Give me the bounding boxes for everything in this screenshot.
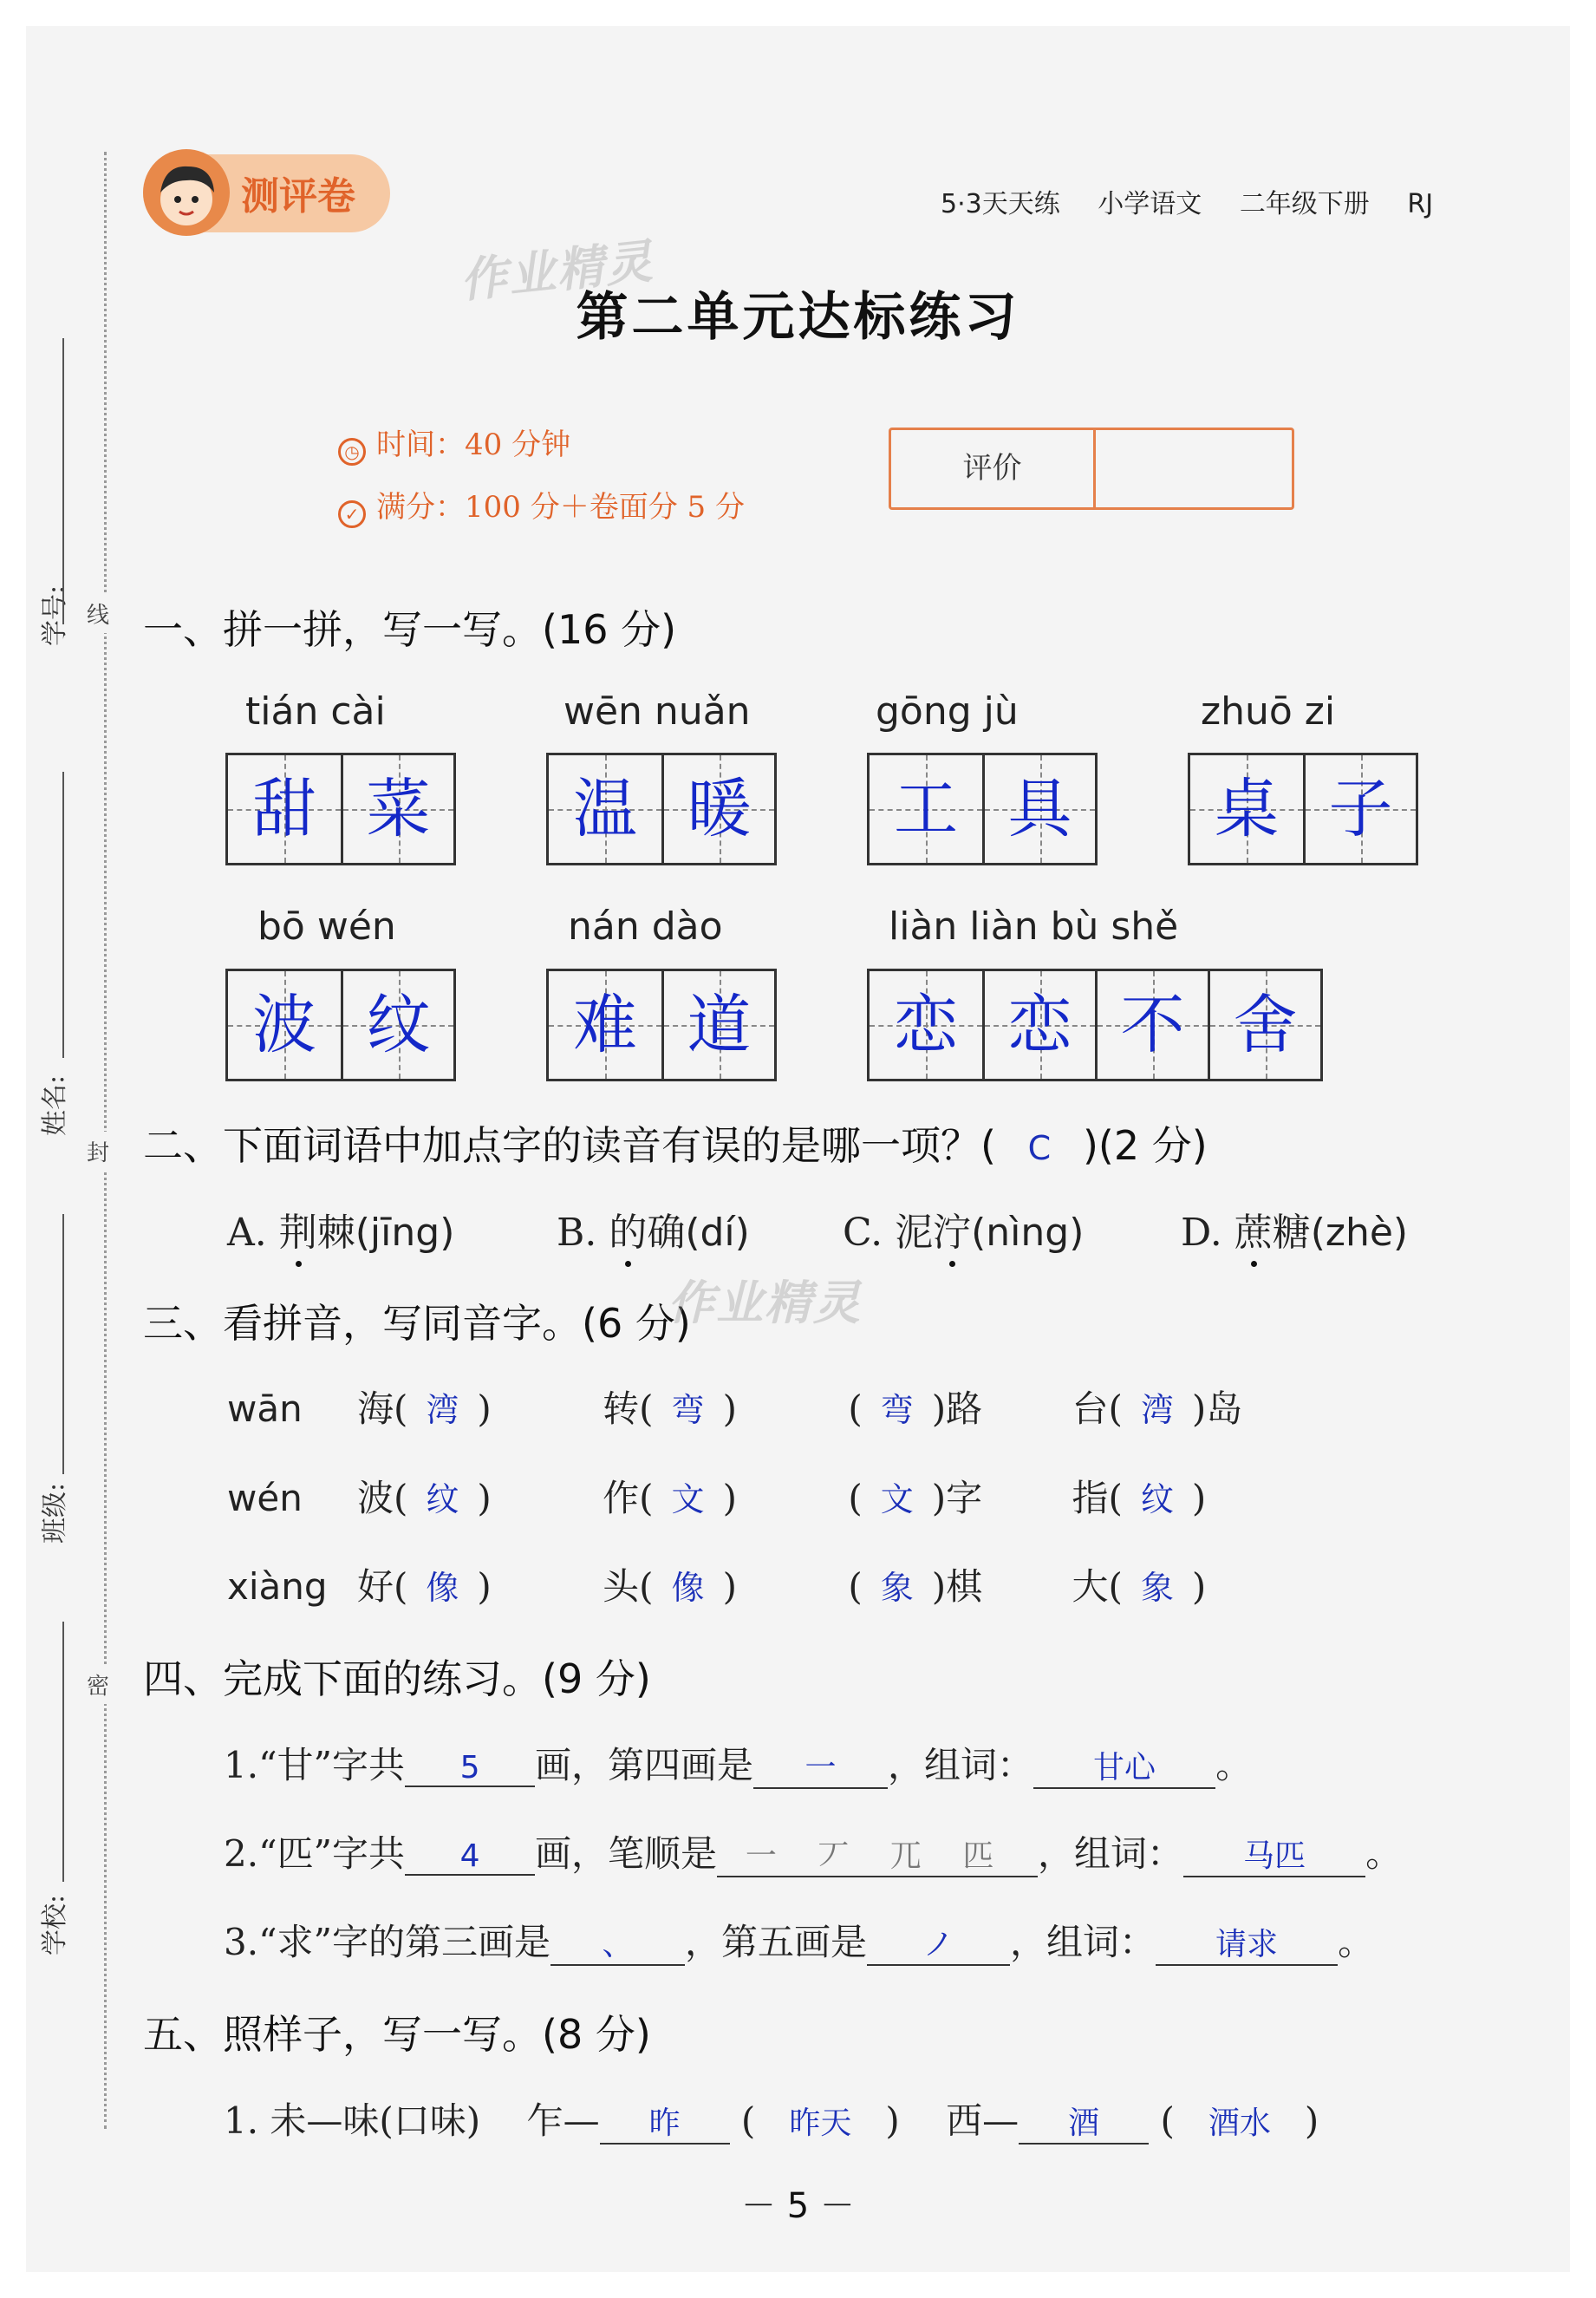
answer-char: 温 <box>573 772 637 846</box>
homophone-row-1: wān 海( 湾 ) 转( 弯 ) ( 弯 )路 台( 湾 )岛 <box>227 1387 1243 1430</box>
tianzige-group-2 <box>546 753 777 865</box>
exercise-4-2: 2.“匹”字共 4 画，笔顺是 一 丆 兀 匹 ，组词： 马匹 。 <box>224 1825 1402 1877</box>
pinyin-group-3: gōng jù <box>876 689 1019 734</box>
answer-char: 难 <box>573 988 637 1062</box>
evaluation-label: 评价 <box>891 430 1096 507</box>
answer-char: 恋 <box>1007 988 1072 1062</box>
class-blank <box>62 1214 64 1474</box>
option-a: A. 荆棘(jīng) <box>227 1211 455 1255</box>
answer-char: 甜 <box>252 772 316 846</box>
time-info: ◷ 时间：40 分钟 <box>338 421 570 466</box>
check-icon: ✓ <box>338 500 366 528</box>
blank-fifth-stroke: ノ <box>867 1920 1010 1966</box>
pinyin-group-1: tián cài <box>245 689 386 734</box>
evaluation-box <box>889 428 1294 510</box>
option-d: D. 蔗糖(zhè) <box>1181 1211 1409 1255</box>
option-c: C. 泥泞(nìng) <box>843 1211 1085 1255</box>
boy-mascot-icon <box>143 149 230 236</box>
exercise-4-3: 3.“求”字的第三画是 、 ，第五画是 ノ ，组词： 请求 。 <box>224 1914 1374 1966</box>
tianzige-group-5 <box>225 969 456 1081</box>
pinyin-group-4: zhuō zi <box>1201 689 1336 734</box>
tianzige-group-4 <box>1188 753 1418 865</box>
clock-icon: ◷ <box>338 438 366 466</box>
blank-new-char: 酒 <box>1019 2099 1149 2145</box>
blank-stroke-count: 4 <box>405 1838 535 1876</box>
answer-char: 菜 <box>366 772 431 846</box>
answer-char: 子 <box>1328 772 1393 846</box>
score-info: ✓ 满分：100 分＋卷面分 5 分 <box>338 483 745 528</box>
section-3-heading: 三、看拼音，写同音字。(6 分) <box>143 1300 691 1347</box>
grade-name: 二年级下册 <box>1239 189 1370 219</box>
edition-name: RJ <box>1407 189 1434 219</box>
pinyin-group-6: nán dào <box>568 904 723 949</box>
answer-word: 酒水 <box>1208 2105 1271 2141</box>
class-label: 班级: <box>40 1482 70 1544</box>
exercise-4-1: 1.“甘”字共 5 画，第四画是 一 ，组词： 甘心 。 <box>224 1737 1252 1789</box>
blank-third-stroke: 、 <box>550 1920 685 1966</box>
page-title: 第二单元达标练习 <box>576 287 1020 348</box>
tianzige-group-1 <box>225 753 456 865</box>
blank-stroke-count: 5 <box>405 1750 535 1787</box>
blank-word: 甘心 <box>1033 1743 1215 1789</box>
name-blank <box>62 772 64 1058</box>
answer-char: 暖 <box>687 772 752 846</box>
school-blank <box>62 1622 64 1882</box>
answer-char: 桌 <box>1215 772 1279 846</box>
answer-char: 工 <box>894 772 958 846</box>
watermark-top: 作业精灵 <box>457 233 657 309</box>
subject-name: 小学语文 <box>1098 189 1202 219</box>
answer-char: 恋 <box>894 988 958 1062</box>
answer-char: 舍 <box>1233 988 1298 1062</box>
binding-mark-line: 线 <box>87 594 109 633</box>
page-number: － 5 － <box>741 2186 855 2226</box>
homophone-row-2: wén 波( 纹 ) 作( 文 ) ( 文 )字 指( 纹 ) <box>227 1477 1207 1519</box>
section-4-heading: 四、完成下面的练习。(9 分) <box>143 1655 651 1702</box>
answer-char: 具 <box>1007 772 1072 846</box>
pinyin-group-2: wēn nuǎn <box>563 689 751 734</box>
tianzige-group-7 <box>867 969 1323 1081</box>
series-name: 5·3天天练 <box>941 189 1060 219</box>
answer-char: 道 <box>687 988 752 1062</box>
blank-word: 请求 <box>1156 1920 1338 1966</box>
school-label: 学校: <box>40 1894 70 1955</box>
blank-word: 马匹 <box>1183 1831 1365 1877</box>
pinyin-group-5: bō wén <box>257 904 396 949</box>
option-b: B. 的确(dí) <box>557 1211 750 1255</box>
section-2-answer: C <box>1027 1129 1052 1167</box>
section-2-heading: 二、下面词语中加点字的读音有误的是哪一项？( C )(2 分) <box>143 1122 1208 1169</box>
student-number-label: 学号: <box>40 584 70 646</box>
student-number-blank <box>62 338 64 624</box>
tianzige-group-3 <box>867 753 1098 865</box>
homophone-row-3: xiàng 好( 像 ) 头( 像 ) ( 象 )棋 大( 象 ) <box>227 1565 1207 1608</box>
answer-char: 不 <box>1120 988 1185 1062</box>
watermark-middle: 作业精灵 <box>668 1276 862 1330</box>
section-5-heading: 五、照样子，写一写。(8 分) <box>143 2011 651 2058</box>
blank-new-char: 昨 <box>600 2099 730 2145</box>
blank-stroke-order: 一 丆 兀 匹 <box>717 1831 1038 1877</box>
tianzige-group-6 <box>546 969 777 1081</box>
answer-char: 纹 <box>366 988 431 1062</box>
book-info <box>941 182 1462 220</box>
section-1-heading: 一、拼一拼，写一写。(16 分) <box>143 606 677 653</box>
exercise-5-1: 1. 未—味(口味) 乍— 昨 ( 昨天 ) 西— 酒 ( 酒水 ) <box>224 2092 1319 2145</box>
answer-word: 昨天 <box>789 2105 852 2141</box>
name-label: 姓名: <box>40 1074 70 1136</box>
binding-mark-close: 密 <box>87 1665 109 1704</box>
answer-char: 波 <box>252 988 316 1062</box>
blank-fourth-stroke: 一 <box>753 1743 888 1789</box>
pinyin-group-7: liàn liàn bù shě <box>889 904 1179 949</box>
binding-mark-seal: 封 <box>87 1132 109 1171</box>
badge-label: 测评卷 <box>241 174 355 219</box>
